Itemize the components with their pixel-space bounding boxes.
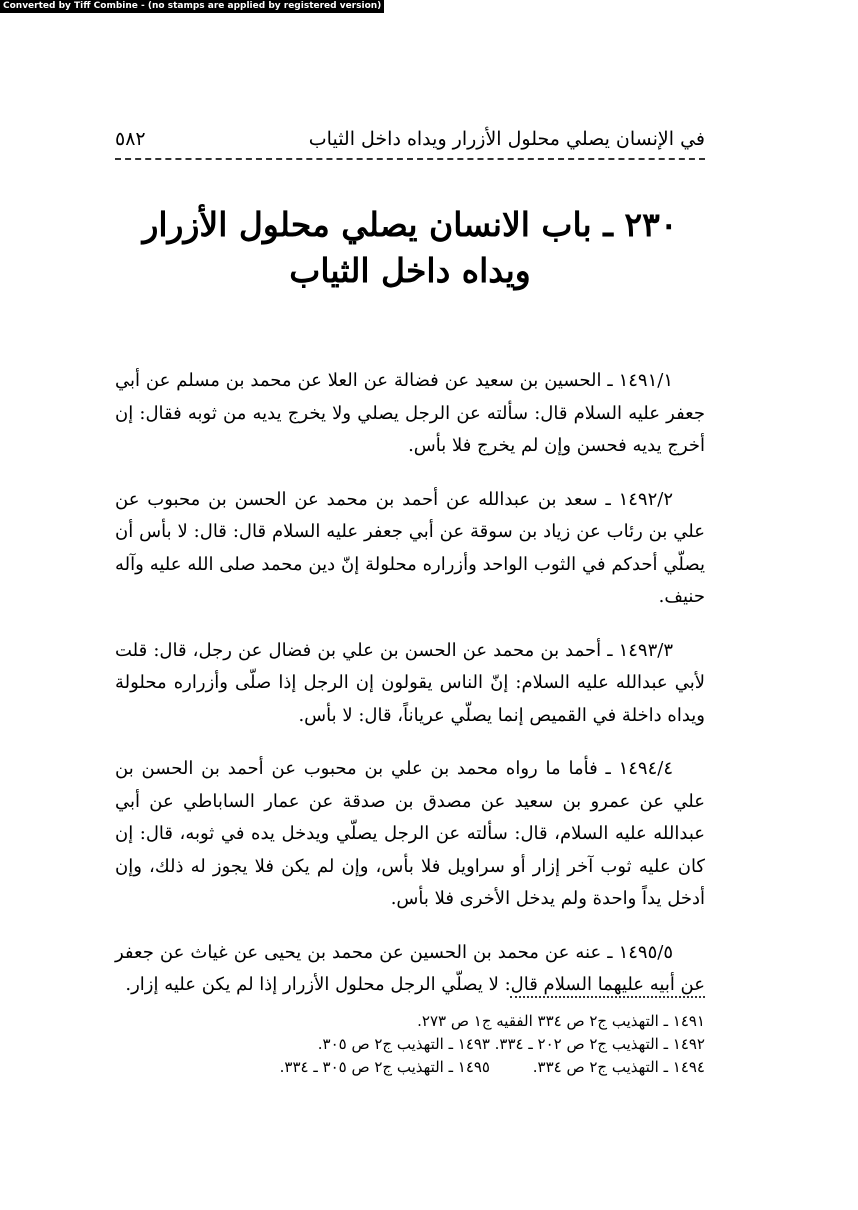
hadith-paragraph: ١٤٩٢/٢ ـ سعد بن عبدالله عن أحمد بن محمد عن الحسن بن محبوب عن علي بن رئاب عن زياد بن سوقة عن أبي جعفر عليه السلام قال: قال: لا بأس أن يصلّي أحدكم في الثوب الواحد وأزراره محلولة إنّ دين محمد صلى الله عليه وآله حنيف.	[115, 488, 705, 607]
footnote: ١٤٩٤ ـ التهذيب ج٢ ص ٣٣٤.	[532, 1058, 705, 1076]
footnote-separator	[510, 996, 705, 998]
footnote-line	[115, 1056, 705, 1079]
footnote: ١٤٩٣ ـ التهذيب ج٢ ص ٣٠٥.	[317, 1035, 490, 1053]
footnote-line	[115, 1010, 705, 1033]
footnotes	[115, 1010, 705, 1079]
footnote: ١٤٩٥ ـ التهذيب ج٢ ص ٣٠٥ ـ ٣٣٤.	[279, 1058, 490, 1076]
hadith-list	[115, 365, 705, 1023]
converter-stamp: Converted by Tiff Combine - (no stamps are applied by registered version)	[0, 0, 384, 13]
page-number: ٥٨٢	[115, 128, 146, 150]
chapter-title: ٢٣٠ ـ باب الانسان يصلي محلول الأزرار ويداه داخل الثياب	[142, 205, 678, 290]
running-header	[115, 118, 705, 150]
footnote: ١٤٩٢ ـ التهذيب ج٢ ص ٢٠٢ ـ ٣٣٤.	[494, 1035, 705, 1053]
footnote-line	[115, 1033, 705, 1056]
header-rule	[115, 158, 705, 160]
hadith-paragraph: ١٤٩٥/٥ ـ عنه عن محمد بن الحسين عن محمد بن يحيى عن غياث عن جعفر عن أبيه عليهما السلام قال: لا يصلّي الرجل محلول الأزرار إذا لم يكن عليه إزار.	[115, 941, 705, 995]
running-title: في الإنسان يصلي محلول الأزرار ويداه داخل الثياب	[308, 128, 705, 150]
book-page	[115, 0, 705, 1210]
hadith-paragraph: ١٤٩٣/٣ ـ أحمد بن محمد عن الحسن بن علي بن فضال عن رجل، قال: قلت لأبي عبدالله عليه السلام: إنّ الناس يقولون إن الرجل إذا صلّى وأزراره محلولة ويداه داخلة في القميص إنما يصلّي عرياناً، قال: لا بأس.	[115, 639, 705, 726]
hadith-paragraph: ١٤٩١/١ ـ الحسين بن سعيد عن فضالة عن العلا عن محمد بن مسلم عن أبي جعفر عليه السلام قال: سألته عن الرجل يصلي ولا يخرج يديه من ثوبه فقال: إن أخرج يديه فحسن وإن لم يخرج فلا بأس.	[115, 370, 705, 456]
hadith-paragraph: ١٤٩٤/٤ ـ فأما ما رواه محمد بن علي بن محبوب عن أحمد بن الحسن بن علي عن عمرو بن سعيد عن مصدق بن صدقة عن عمار الساباطي عن أبي عبدالله عليه السلام، قال: سألته عن الرجل يصلّي ويدخل يده في ثوبه، قال: إن كان عليه ثوب آخر إزار أو سراويل فلا بأس، وإن لم يكن فلا يجوز له ذلك، وإن أدخل يداً واحدة ولم يدخل الأخرى فلا بأس.	[115, 758, 705, 909]
footnote: ١٤٩١ ـ التهذيب ج٢ ص ٣٣٤ الفقيه ج١ ص ٢٧٣.	[417, 1012, 705, 1030]
